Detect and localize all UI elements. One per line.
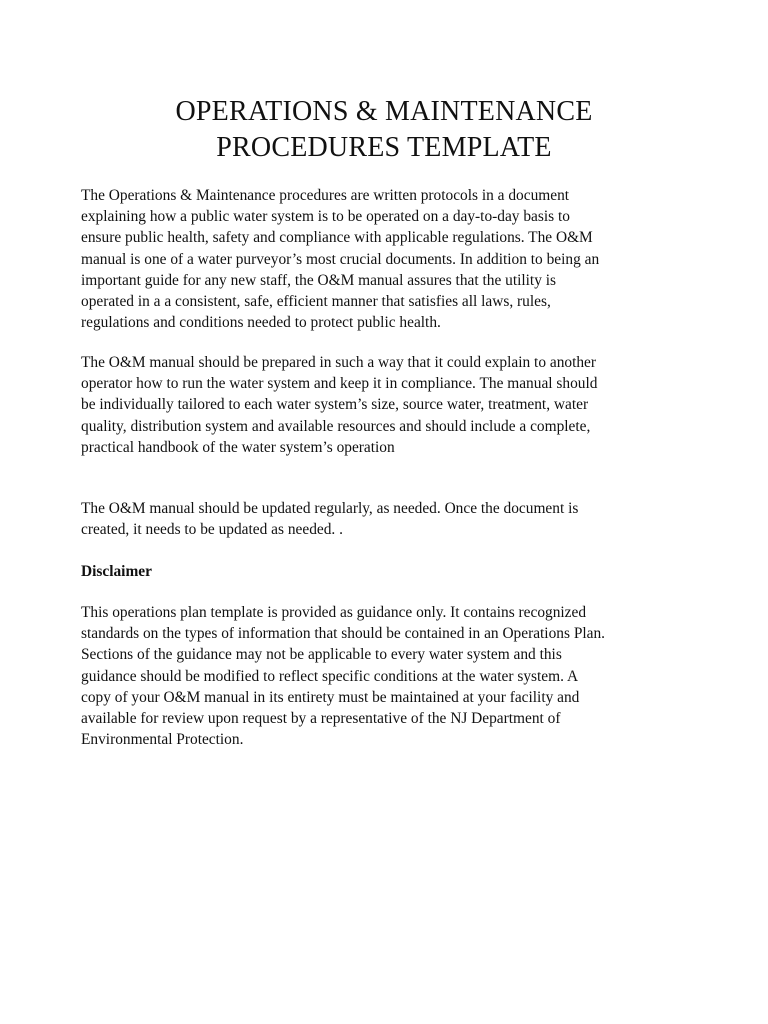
disclaimer-paragraph: This operations plan template is provided as guidance only. It contains recognized standards on the types of information that should be contained in an Operations Plan. Sections of the guidance may not be applicable to every water system and this guidance should be modified to reflect specific conditions at the water system. A copy of your O&M manual in its entirety must be maintained at your facility and available for review upon request by a representative of the NJ Department of Environmental Protection. [81,604,606,749]
title-line-1: OPERATIONS & MAINTENANCE [175,96,593,127]
manual-update-paragraph: The O&M manual should be updated regularly, as needed. Once the document is created, it needs to be updated as needed. . [81,500,579,539]
title-line-2: PROCEDURES TEMPLATE [216,132,552,163]
intro-paragraph: The Operations & Maintenance procedures are written protocols in a document explaining how a public water system is to be operated on a day-to-day basis to ensure public health, safety and compliance with applicable regulations. The O&M manual is one of a water purveyor’s most crucial documents. In addition to being an important guide for any new staff, the O&M manual assures that the utility is operated in a a consistent, safe, efficient manner that satisfies all laws, rules, regulations and conditions needed to protect public health. [81,187,600,332]
manual-preparation-paragraph: The O&M manual should be prepared in such a way that it could explain to another operator how to run the water system and keep it in compliance. The manual should be individually tailored to each water system’s size, source water, treatment, water quality, distribution system and available resources and should include a complete, practical handbook of the water system’s operation [81,354,598,456]
document-title [0,94,768,166]
disclaimer-heading: Disclaimer [81,563,152,580]
